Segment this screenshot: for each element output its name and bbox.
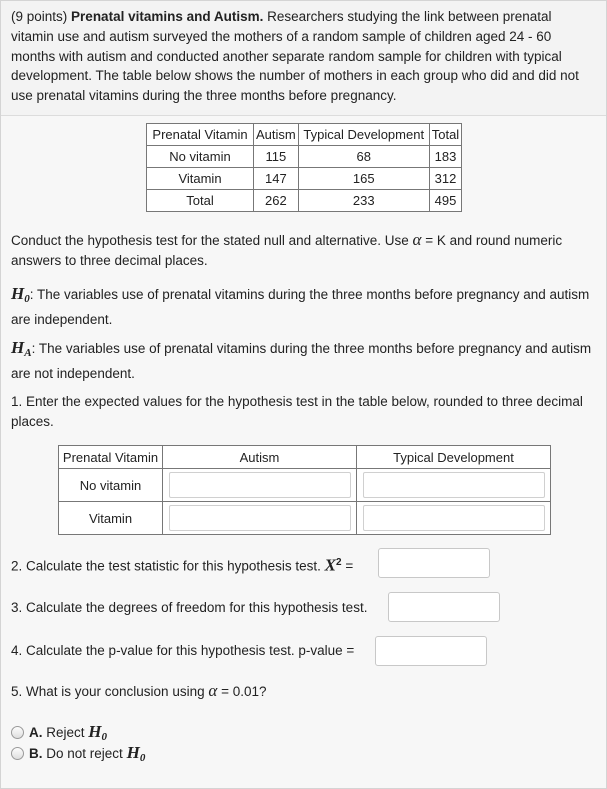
question-intro [1,1,606,106]
table-cell [163,502,357,535]
table-header-cell: Typical Development [357,446,551,469]
question-4-text: 4. Calculate the p-value for this hypothesis test. p-value = [11,643,355,658]
option-do-not-reject[interactable] [11,743,145,763]
equals-sign: = [345,558,354,574]
question-5-text [11,681,596,702]
h0-symbol: H [126,743,140,762]
p-value-input[interactable] [375,636,487,666]
option-text: Do not reject [46,746,123,761]
option-text: Reject [46,725,85,740]
ha-subscript: A [24,347,32,359]
table-cell [163,469,357,502]
degrees-of-freedom-input[interactable] [388,592,500,622]
instructions-before: Conduct the hypothesis test for the stated null and alternative. Use [11,233,409,248]
table-header-cell: Autism [163,446,357,469]
ha-symbol: H [11,338,25,357]
table-cell: 115 [254,146,299,168]
expected-vitamin-autism-input[interactable] [169,505,351,531]
h0-subscript: 0 [101,731,108,743]
question-description: Researchers studying the link between prenatal vitamin use and autism surveyed the mothers of a random sample of children aged 24 - 60 months with autism and conducted another separate random sample for children with typical development. The table below shows the number of mothers in each group who did and did not use prenatal vitamins during the three months before pregnancy. [11,9,579,104]
question-2-label: 2. Calculate the test statistic for this hypothesis test. [11,558,321,574]
table-cell [357,469,551,502]
question-3-text: 3. Calculate the degrees of freedom for this hypothesis test. [11,600,368,615]
radio-button[interactable] [11,747,24,760]
table-row [147,168,462,190]
question-body [1,116,606,788]
question-1-text: 1. Enter the expected values for the hypothesis test in the table below, rounded to three decimal places. [11,394,583,429]
expected-vitamin-typical-input[interactable] [363,505,545,531]
expected-no-vitamin-autism-input[interactable] [169,472,351,498]
table-cell: 147 [254,168,299,190]
table-header-cell: Prenatal Vitamin [59,446,163,469]
option-letter: A. [29,725,43,740]
table-row [147,146,462,168]
expected-values-table [58,445,551,535]
h0-subscript: 0 [24,293,30,305]
test-statistic-input[interactable] [378,548,490,578]
instructions-after: = K and round numeric answers to three decimal places. [11,233,563,268]
chi-square-superscript: 2 [336,557,342,568]
option-letter: B. [29,746,43,761]
option-reject[interactable] [11,722,107,742]
row-label: No vitamin [59,469,163,502]
instructions-text [11,230,596,271]
row-label: Vitamin [59,502,163,535]
ha-text: : The variables use of prenatal vitamins during the three months before pregnancy and autism are not independent. [11,341,592,381]
table-header-cell: Prenatal Vitamin [147,124,254,146]
h0-symbol: H [11,284,25,303]
expected-no-vitamin-typical-input[interactable] [363,472,545,498]
table-row [147,190,462,212]
alpha-symbol: α [412,230,422,249]
table-cell: 495 [429,190,461,212]
table-cell: Total [147,190,254,212]
table-cell: 165 [298,168,429,190]
table-header-row [147,124,462,146]
alternative-hypothesis [11,338,596,384]
table-cell: 68 [298,146,429,168]
table-cell: 233 [298,190,429,212]
table-header-cell: Total [429,124,461,146]
table-cell [357,502,551,535]
observed-counts-table [146,123,462,212]
table-row [59,469,551,502]
question-2-text [11,553,596,576]
table-cell: Vitamin [147,168,254,190]
chi-square-symbol: X [324,555,337,575]
question-title: Prenatal vitamins and Autism. [71,9,264,24]
table-cell: 312 [429,168,461,190]
points-label: (9 points) [11,9,68,24]
question-header [1,1,606,116]
h0-symbol: H [88,722,102,741]
h0-subscript: 0 [139,752,146,764]
h0-text: : The variables use of prenatal vitamins during the three months before pregnancy and autism are independent. [11,287,590,327]
table-header-row [59,446,551,469]
table-header-cell: Autism [254,124,299,146]
table-cell: No vitamin [147,146,254,168]
table-cell: 183 [429,146,461,168]
null-hypothesis [11,284,596,330]
question-5-tail: = 0.01? [221,684,267,699]
table-cell: 262 [254,190,299,212]
radio-button[interactable] [11,726,24,739]
alpha-symbol: α [208,681,218,700]
table-header-cell: Typical Development [298,124,429,146]
table-row [59,502,551,535]
question-5-label: 5. What is your conclusion using [11,684,205,699]
